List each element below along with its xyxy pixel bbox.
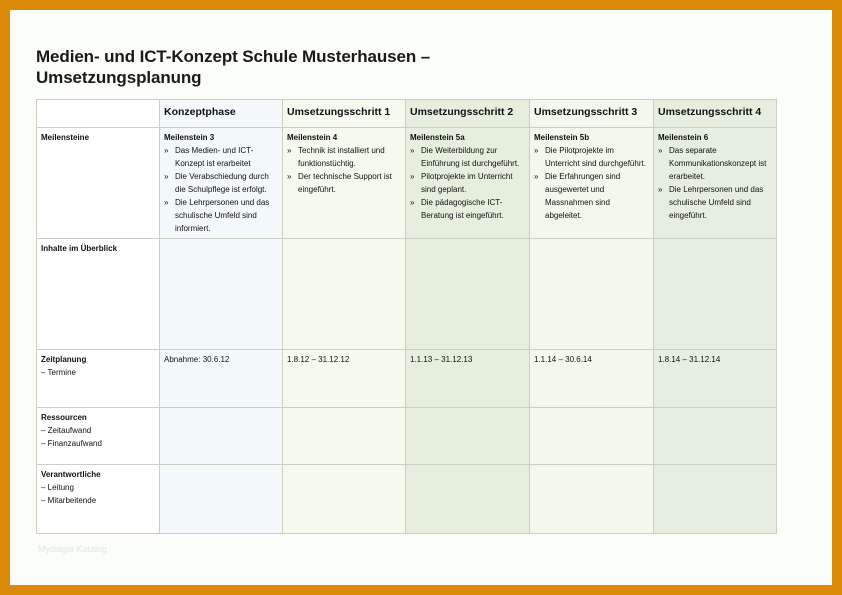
cell-meilenstein-5b — [530, 128, 654, 239]
table-cell — [530, 408, 654, 465]
row-label-text: Inhalte im Überblick — [41, 244, 118, 253]
milestone-list — [164, 144, 278, 235]
row-sublabel: – Zeitaufwand — [41, 426, 92, 435]
title-line-2: Umsetzungsplanung — [36, 68, 202, 87]
row-meilensteine — [37, 128, 777, 239]
list-item: » Technik ist installiert und funktionstüchtig. — [287, 144, 401, 170]
milestone-title: Meilenstein 5a — [410, 133, 465, 142]
table-cell — [406, 465, 530, 534]
cell-meilenstein-4 — [283, 128, 406, 239]
cell-zeit-schritt-1: 1.8.12 – 31.12.12 — [283, 350, 406, 408]
cell-zeit-schritt-4: 1.8.14 – 31.12.14 — [654, 350, 777, 408]
planning-table — [36, 99, 777, 534]
list-item: » Die pädagogische ICT-Beratung ist eingeführt. — [410, 196, 525, 222]
document-page — [10, 10, 832, 585]
cell-zeit-schritt-2: 1.1.13 – 31.12.13 — [406, 350, 530, 408]
milestone-title: Meilenstein 6 — [658, 133, 709, 142]
header-schritt-4: Umsetzungsschritt 4 — [654, 100, 777, 128]
row-zeitplanung — [37, 350, 777, 408]
table-cell — [654, 239, 777, 350]
table-cell — [283, 465, 406, 534]
row-sublabel: – Termine — [41, 368, 76, 377]
cell-meilenstein-3 — [160, 128, 283, 239]
row-verantwortliche — [37, 465, 777, 534]
row-label-text: Ressourcen — [41, 413, 87, 422]
row-sublabel: – Finanzaufwand — [41, 439, 102, 448]
row-ressourcen — [37, 408, 777, 465]
row-label-meilensteine — [37, 128, 160, 239]
list-item: » Die Pilotprojekte im Unterricht sind durchgeführt. — [534, 144, 649, 170]
list-item: » Die Lehrpersonen und das schulische Umfeld sind eingeführt. — [658, 183, 772, 222]
table-cell — [530, 465, 654, 534]
header-corner — [37, 100, 160, 128]
row-inhalte — [37, 239, 777, 350]
header-row — [37, 100, 777, 128]
milestone-list — [287, 144, 401, 196]
table-cell — [654, 465, 777, 534]
table-cell — [283, 408, 406, 465]
cell-zeit-konzeptphase: Abnahme: 30.6.12 — [160, 350, 283, 408]
header-schritt-3: Umsetzungsschritt 3 — [530, 100, 654, 128]
milestone-title: Meilenstein 5b — [534, 133, 590, 142]
title-line-1: Medien- und ICT-Konzept Schule Musterhausen – — [36, 47, 431, 66]
list-item: » Der technische Support ist eingeführt. — [287, 170, 401, 196]
list-item: » Die Verabschiedung durch die Schulpflege ist erfolgt. — [164, 170, 278, 196]
cell-zeit-schritt-3: 1.1.14 – 30.6.14 — [530, 350, 654, 408]
milestone-list — [658, 144, 772, 222]
row-label-text: Zeitplanung — [41, 355, 87, 364]
row-label-text: Verantwortliche — [41, 470, 101, 479]
cell-meilenstein-6 — [654, 128, 777, 239]
row-label-inhalte — [37, 239, 160, 350]
header-schritt-1: Umsetzungsschritt 1 — [283, 100, 406, 128]
row-label-zeitplanung — [37, 350, 160, 408]
cell-meilenstein-5a — [406, 128, 530, 239]
list-item: » Das Medien- und ICT-Konzept ist erarbeitet — [164, 144, 278, 170]
list-item: » Die Lehrpersonen und das schulische Umfeld sind informiert. — [164, 196, 278, 235]
table-cell — [160, 408, 283, 465]
table-cell — [654, 408, 777, 465]
header-konzeptphase: Konzeptphase — [160, 100, 283, 128]
table-cell — [283, 239, 406, 350]
row-sublabel: – Leitung — [41, 483, 74, 492]
milestone-title: Meilenstein 4 — [287, 133, 338, 142]
row-label-verantwortliche — [37, 465, 160, 534]
table-cell — [160, 239, 283, 350]
milestone-list — [410, 144, 525, 222]
header-schritt-2: Umsetzungsschritt 2 — [406, 100, 530, 128]
list-item: » Die Weiterbildung zur Einführung ist durchgeführt. — [410, 144, 525, 170]
list-item: » Das separate Kommunikationskonzept ist erarbeitet. — [658, 144, 772, 183]
milestone-title: Meilenstein 3 — [164, 133, 215, 142]
list-item: » Pilotprojekte im Unterricht sind geplant. — [410, 170, 525, 196]
milestone-list — [534, 144, 649, 222]
page-title — [36, 46, 430, 88]
table-cell — [406, 408, 530, 465]
watermark-text: Mydiagle Katalog — [38, 544, 108, 554]
table-cell — [406, 239, 530, 350]
table-cell — [530, 239, 654, 350]
list-item: » Die Erfahrungen sind ausgewertet und Massnahmen sind abgeleitet. — [534, 170, 649, 222]
row-label-ressourcen — [37, 408, 160, 465]
table-cell — [160, 465, 283, 534]
row-sublabel: – Mitarbeitende — [41, 496, 97, 505]
row-label-text: Meilensteine — [41, 133, 90, 142]
